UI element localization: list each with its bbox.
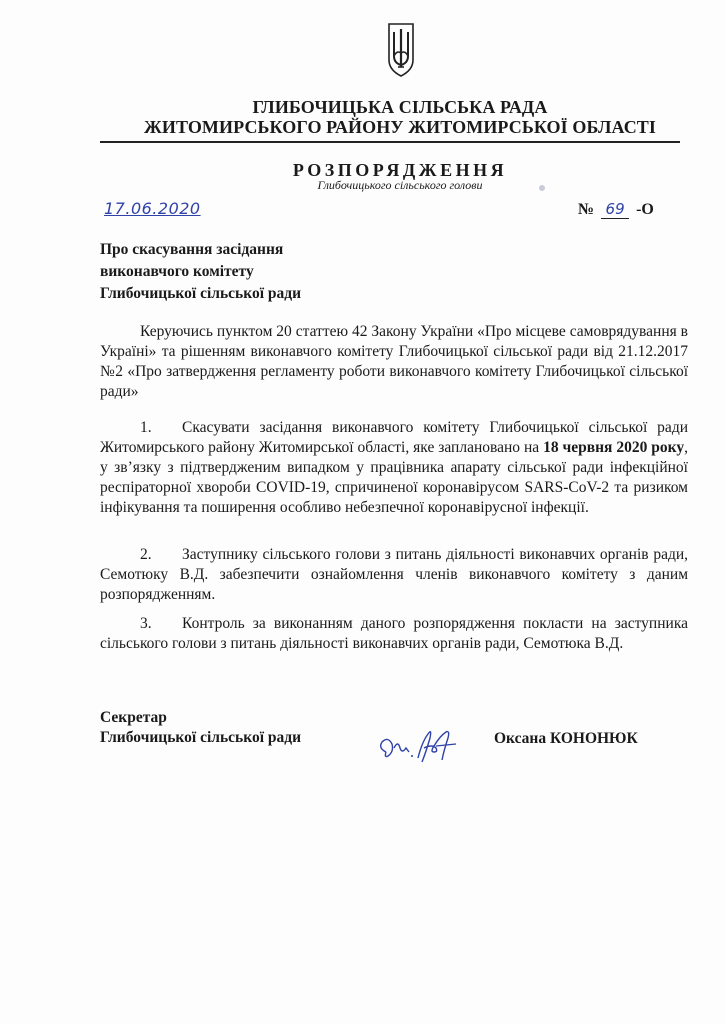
subject-line: Глибочицької сільської ради bbox=[100, 285, 302, 302]
item-text: Заступнику сільського голови з питань діяльності виконавчих органів ради, Семотюку В.Д. забезпечити ознайомлення членів виконавчого комітету з даним розпорядженням. bbox=[100, 546, 688, 603]
document-type-title: РОЗПОРЯДЖЕННЯ bbox=[292, 160, 508, 180]
item-number: 1. bbox=[140, 419, 152, 436]
signatory-organization: Глибочицької сільської ради bbox=[100, 729, 302, 746]
preamble-paragraph: Керуючись пунктом 20 статтею 42 Закону України «Про місцеве самоврядування в Україні» та рішенням виконавчого комітету Глибочицької сільської ради від 21.12.2017 №2 «Про затвердження регламенту роботи виконавчого комітету Глибочицької сільської ради» bbox=[100, 323, 688, 400]
handwritten-signature bbox=[372, 722, 482, 768]
signatory-position: Секретар bbox=[100, 709, 167, 726]
handwritten-number: 69 bbox=[601, 200, 629, 219]
document-number bbox=[578, 200, 654, 219]
order-item-1 bbox=[100, 418, 688, 518]
item-bold-date: 18 червня 2020 року bbox=[543, 439, 685, 456]
number-suffix: -О bbox=[636, 201, 654, 218]
header-divider bbox=[100, 141, 680, 143]
item-number: 3. bbox=[140, 615, 152, 632]
item-text: Контроль за виконанням даного розпорядження покласти на заступника сільського голови з питань діяльності виконавчих органів ради, Семотюка В.Д. bbox=[100, 615, 688, 652]
signer-name: Оксана КОНОНЮК bbox=[494, 730, 638, 747]
number-prefix: № bbox=[578, 201, 595, 218]
document-subject bbox=[100, 239, 301, 305]
organization-district: ЖИТОМИРСЬКОГО РАЙОНУ ЖИТОМИРСЬКОЇ ОБЛАСТІ bbox=[143, 117, 657, 137]
order-item-2 bbox=[100, 545, 688, 605]
order-item-3 bbox=[100, 614, 688, 654]
subject-line: виконавчого комітету bbox=[100, 263, 254, 280]
item-text: , у зв’язку з підтвердженим випадком у працівника апарату сільської ради інфекційної респіраторної хвороби COVID-19, спричиненої коронавірусом SARS-CoV-2 та ризиком інфікування та поширення особливо небезпечної коронавірусної інфекції. bbox=[100, 439, 688, 516]
subject-line: Про скасування засідання bbox=[100, 241, 284, 258]
handwritten-date: 17.06.2020 bbox=[104, 199, 201, 218]
document-issuer: Глибочицького сільського голови bbox=[317, 178, 483, 192]
item-text: Скасувати засідання виконавчого комітету Глибочицької сільської ради Житомирського району Житомирської області, яке заплановано на bbox=[100, 419, 688, 456]
item-number: 2. bbox=[140, 546, 152, 563]
paper-speck bbox=[539, 185, 545, 191]
signatory-title bbox=[100, 708, 301, 748]
organization-name: ГЛИБОЧИЦЬКА СІЛЬСЬКА РАДА bbox=[252, 97, 548, 117]
trident-emblem-icon bbox=[381, 20, 421, 80]
